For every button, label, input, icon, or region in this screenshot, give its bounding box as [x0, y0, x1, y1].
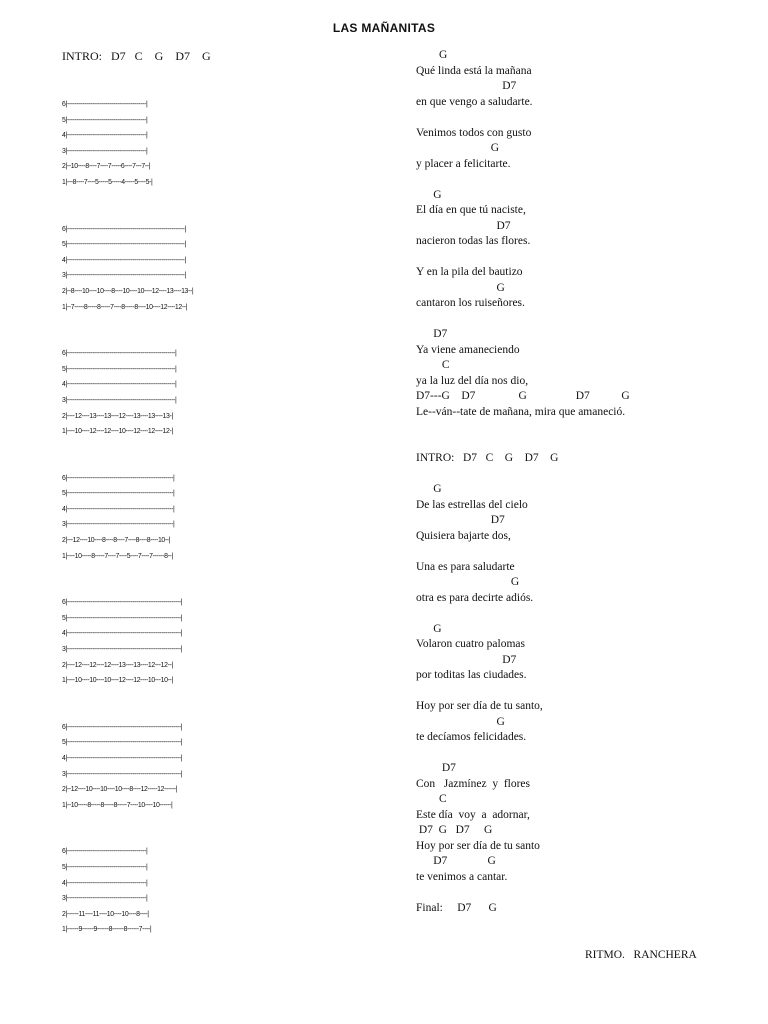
lyric-line: Este día voy a adornar, [416, 808, 530, 821]
tab-line: 4|-----------------------------------------------------------| [62, 753, 183, 762]
lyric-line: ya la luz del día nos dio, [416, 374, 529, 387]
tab-line: 5|-----------------------------------------------------------| [62, 612, 183, 622]
lyric-line [416, 172, 756, 188]
lyric-line: Ya viene amaneciendo [416, 343, 520, 356]
lyric-line: G [416, 49, 448, 61]
lyric-line: D7 G D7 G [416, 824, 493, 836]
lyric-line: Una es para saludarte [416, 560, 515, 573]
lyric-line: D7 [416, 514, 505, 526]
lyric-line: C [416, 359, 450, 371]
tab-line: 3|--------------------------------------------------------| [62, 394, 177, 404]
tab-line: 1|--10-----8-----8-----8-----7----10----10------| [62, 799, 173, 809]
tab-line: 6|-------------------------------------------------------------| [62, 223, 187, 233]
tab-line: 2|--12----10----10----10----8----12-----12------| [62, 784, 178, 794]
tab-line: 3|-----------------------------------------------------------| [62, 644, 183, 654]
lyric-line: y placer a felicitarte. [416, 157, 511, 170]
lyric-line [416, 312, 756, 328]
tab-line: 6|-----------------------------------------------------------| [62, 721, 183, 731]
tab-line: 2|---12----10----8----8----7----8----8----10--| [62, 535, 171, 545]
lyric-line: Con Jazmínez y flores [416, 777, 531, 790]
tab-line: 2|----12----12----12----13----13----12---12--| [62, 659, 173, 669]
lyric-line: Qué linda está la mañana [416, 64, 532, 77]
tab-line: 3|-----------------------------------------------------------| [62, 768, 183, 778]
lyric-line: Quisiera bajarte dos, [416, 529, 511, 542]
lyric-line [416, 420, 756, 436]
lyric-line: D7 [416, 328, 448, 340]
tab-line: 1|----10-----8-----7----7----5----7----7------8--| [62, 550, 173, 560]
rhythm-label: RITMO. RANCHERA [585, 949, 697, 961]
tab-block [62, 470, 382, 564]
tab-line: 6|-------------------------------------------------------| [62, 472, 175, 482]
tab-line: 5|-----------------------------------------| [62, 861, 148, 871]
lyric-line: Hoy por ser día de tu santo [416, 839, 540, 852]
tab-line: 1|----10----12----12----10----12----12----12-| [62, 426, 173, 436]
tab-line: 1|------9------9------8------8------7----| [62, 924, 152, 934]
tab-line: 4|-----------------------------------------| [62, 877, 148, 887]
lyric-line: Hoy por ser día de tu santo, [416, 700, 543, 712]
tab-line: 1|--7-----8-----8-----7----8-----8----10----12----12--| [62, 301, 188, 311]
lyric-line: D7 [416, 653, 517, 666]
lyric-line: en que vengo a saludarte. [416, 95, 533, 108]
lyric-line: C [416, 793, 447, 805]
tab-line: 4|-----------------------------------------------------------| [62, 628, 183, 638]
tablature-column [62, 96, 382, 968]
tab-block [62, 221, 382, 315]
lyric-line: Le--ván--tate de mañana, mira que amaneció. [416, 405, 626, 418]
lyric-line: G [416, 483, 442, 495]
lyric-line: De las estrellas del cielo [416, 498, 528, 511]
lyric-line: D7 [416, 762, 456, 774]
tab-line: 2|----12----13----13----12----13----13----13-| [62, 410, 173, 420]
tab-line: 2|--10----8----7----7-----6----7---7--| [62, 161, 151, 171]
lyric-line [416, 885, 756, 901]
lyric-line: Volaron cuatro palomas [416, 638, 526, 650]
tab-line: 5|-----------------------------------------------------------| [62, 737, 183, 747]
lyric-line: G [416, 188, 442, 201]
lyric-line: nacieron todas las flores. [416, 235, 531, 247]
lyric-line: D7 [416, 80, 517, 92]
tab-block [62, 594, 382, 688]
tab-line: 4|-----------------------------------------| [62, 130, 148, 140]
lyric-line [416, 544, 756, 560]
lyric-line: G [416, 576, 520, 588]
tab-line: 4|--------------------------------------------------------| [62, 379, 177, 389]
tab-line: 3|-----------------------------------------| [62, 893, 148, 903]
tab-line: 6|-----------------------------------------------------------| [62, 597, 183, 607]
lyric-line: G [416, 142, 500, 154]
tab-block [62, 345, 382, 439]
intro-chords: INTRO: D7 C G D7 G [62, 49, 211, 63]
lyric-line: El día en que tú naciste, [416, 204, 526, 216]
tab-line: 6|-----------------------------------------| [62, 99, 148, 108]
tab-block [62, 96, 382, 190]
song-title: LAS MAÑANITAS [332, 21, 436, 35]
tab-line: 3|-----------------------------------------| [62, 145, 148, 155]
tab-line: 3|-------------------------------------------------------| [62, 519, 175, 529]
lyric-line: G [416, 622, 442, 635]
lyric-line: por toditas las ciudades. [416, 669, 527, 681]
tab-line: 6|--------------------------------------------------------| [62, 348, 177, 358]
lyric-line [416, 606, 756, 622]
lyric-line: G [416, 281, 505, 294]
lyric-line: te venimos a cantar. [416, 870, 508, 883]
lyric-line: INTRO: D7 C G D7 G [416, 452, 559, 464]
lyric-line [416, 250, 756, 266]
tab-block [62, 719, 382, 813]
tab-line: 4|-------------------------------------------------------------| [62, 254, 187, 264]
tab-line: 1|---8----7----5-----5-----4-----5----5-| [62, 176, 153, 186]
tab-line: 5|-------------------------------------------------------------| [62, 239, 187, 249]
tab-line: 2|------11----11----10----10----8----| [62, 908, 149, 918]
lyric-line: otra es para decirte adiós. [416, 591, 534, 604]
tab-line: 5|--------------------------------------------------------| [62, 363, 177, 373]
tab-line: 5|-----------------------------------------| [62, 114, 148, 124]
lyric-line: Y en la pila del bautizo [416, 266, 523, 278]
lyric-line: G [416, 715, 505, 728]
lyrics-column [416, 48, 756, 916]
lyric-line: D7---G D7 G D7 G [416, 390, 630, 402]
tab-line: 6|-----------------------------------------| [62, 846, 148, 856]
lyric-line: Final: D7 G [416, 901, 497, 914]
lyric-line: Venimos todos con gusto [416, 126, 532, 139]
tab-block [62, 843, 382, 937]
tab-line: 5|-------------------------------------------------------| [62, 488, 175, 498]
lyric-line: cantaron los ruiseñores. [416, 297, 525, 309]
lyric-line: D7 [416, 219, 511, 232]
tab-line: 2|--8----10----10----8----10----10----12----13----13--| [62, 285, 194, 295]
lyric-line: te decíamos felicidades. [416, 731, 527, 743]
lyric-line [416, 684, 756, 700]
lyric-line [416, 436, 756, 452]
tab-line: 1|----10----10----10----12----12----10---10--| [62, 675, 173, 685]
lyric-line [416, 110, 756, 126]
lyric-line: D7 G [416, 855, 496, 867]
lyric-line [416, 467, 756, 483]
lyric-line [416, 746, 756, 762]
tab-line: 4|-------------------------------------------------------| [62, 503, 175, 513]
tab-line: 3|-------------------------------------------------------------| [62, 270, 187, 280]
